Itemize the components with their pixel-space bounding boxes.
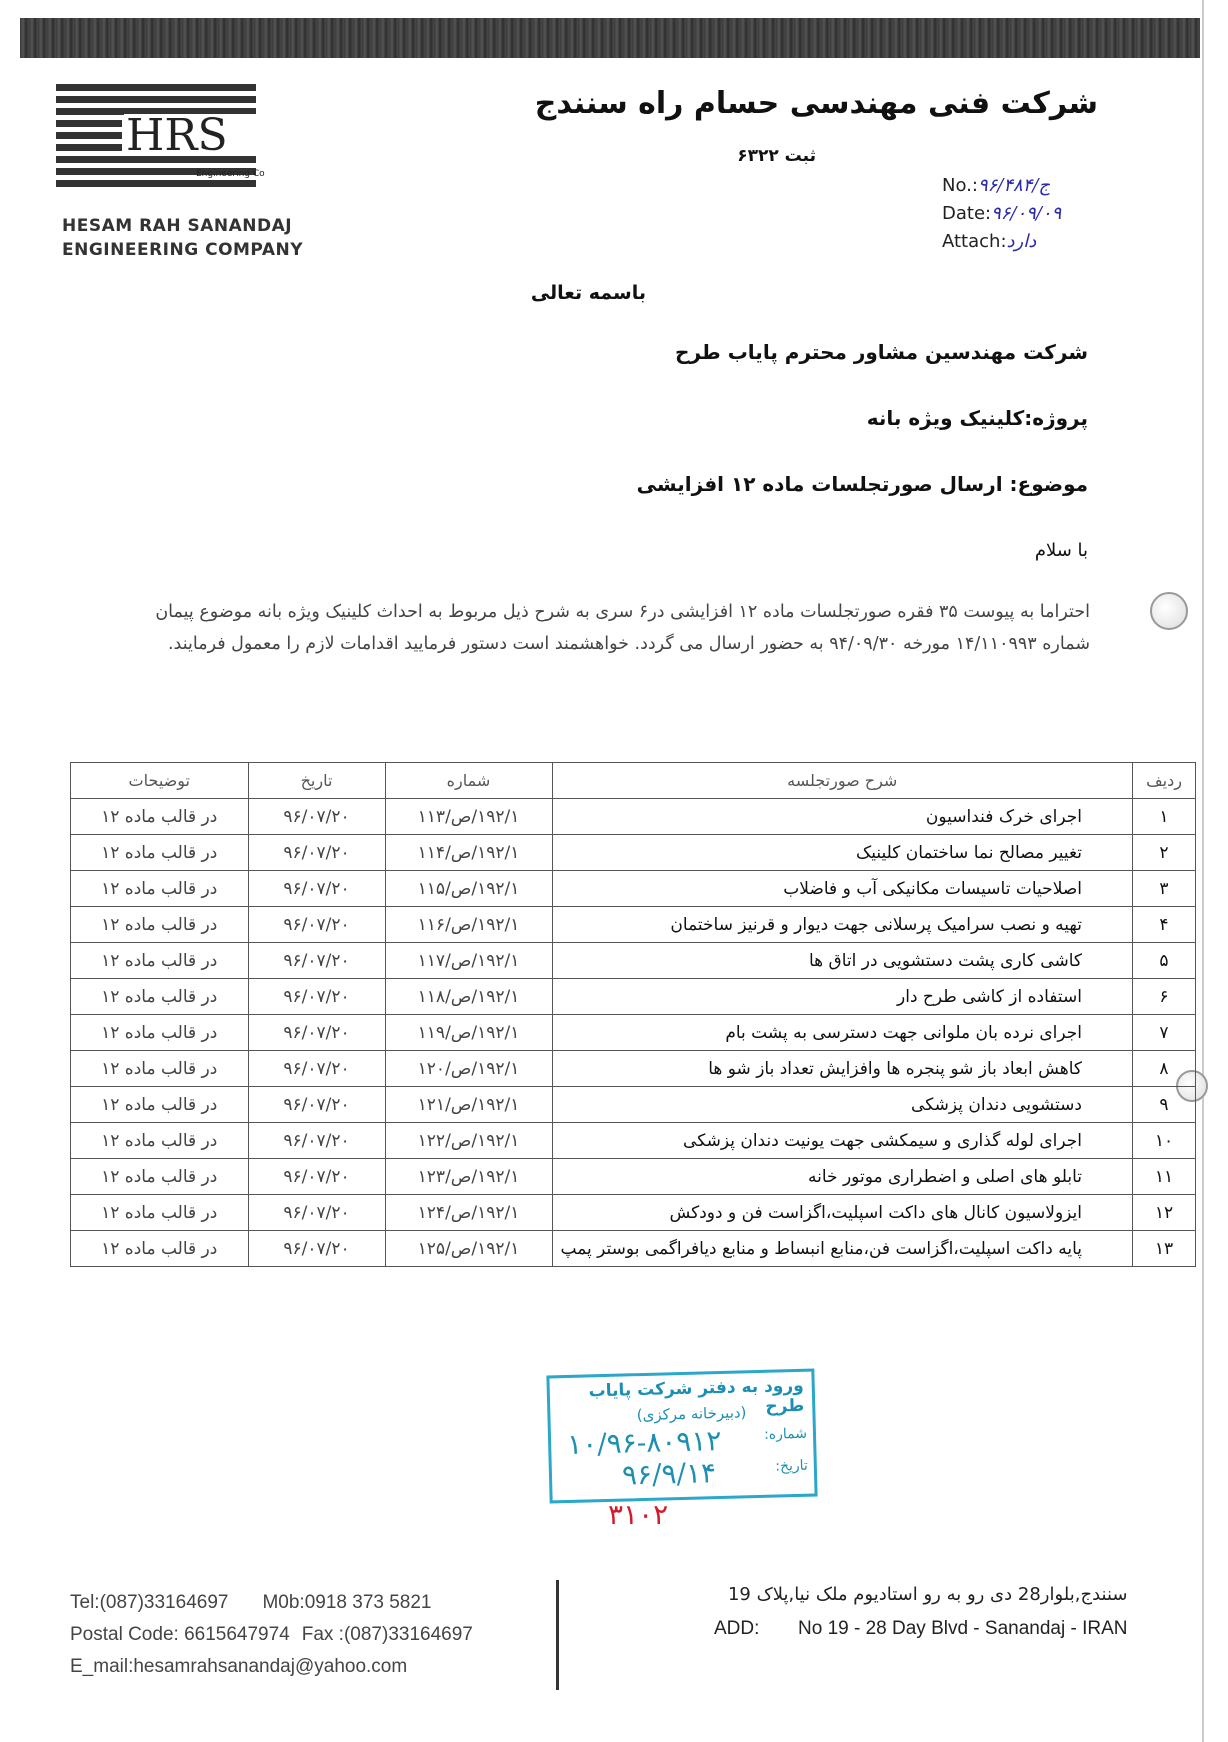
scan-edge-bar: [20, 18, 1200, 58]
row-number-ref: ۱۹۲/۱/ص/۱۱۳: [385, 799, 552, 835]
logo-letters: HRS: [126, 110, 228, 161]
row-description: اجرای لوله گذاری و سیمکشی جهت یونیت دندان پزشکی: [552, 1123, 1133, 1159]
row-number: ۳: [1133, 871, 1196, 907]
header-notes: توضیحات: [71, 763, 249, 799]
row-date: ۹۶/۰۷/۲۰: [248, 1087, 385, 1123]
row-number-ref: ۱۹۲/۱/ص/۱۲۰: [385, 1051, 552, 1087]
row-description: استفاده از کاشی طرح دار: [552, 979, 1133, 1015]
company-name-fa: شرکت فنی مهندسی حسام راه سنندج: [534, 86, 1098, 121]
row-date: ۹۶/۰۷/۲۰: [248, 943, 385, 979]
letter-date-label: Date:: [942, 203, 992, 224]
stamp-number-value: ۱۰/۹۶-۸۰۹۱۲: [566, 1423, 722, 1462]
row-note: در قالب ماده ۱۲: [71, 1195, 249, 1231]
row-description: اجرای نرده بان ملوانی جهت دسترسی به پشت بام: [552, 1015, 1133, 1051]
letter-attach-label: Attach:: [942, 231, 1007, 252]
footer-address-label: ADD:: [714, 1618, 760, 1639]
letter-date-value: ۹۶/۰۹/۰۹: [991, 203, 1062, 224]
letter-attach-value: دارد: [1006, 231, 1037, 252]
row-number: ۱۲: [1133, 1195, 1196, 1231]
row-number: ۱۱: [1133, 1159, 1196, 1195]
row-date: ۹۶/۰۷/۲۰: [248, 1123, 385, 1159]
row-date: ۹۶/۰۷/۲۰: [248, 1015, 385, 1051]
row-description: کاهش ابعاد باز شو پنجره ها وافزایش تعداد باز شو ها: [552, 1051, 1133, 1087]
table-row: [71, 1159, 1196, 1195]
row-date: ۹۶/۰۷/۲۰: [248, 835, 385, 871]
company-logo: [56, 84, 326, 264]
table-row: [71, 1087, 1196, 1123]
row-number-ref: ۱۹۲/۱/ص/۱۲۴: [385, 1195, 552, 1231]
letter-number-label: No.:: [942, 175, 978, 196]
company-name-en-line2: ENGINEERING COMPANY: [62, 240, 304, 260]
footer-address-en: No 19 - 28 Day Blvd - Sanandaj - IRAN: [798, 1618, 1128, 1639]
table-row: [71, 1195, 1196, 1231]
row-number-ref: ۱۹۲/۱/ص/۱۲۳: [385, 1159, 552, 1195]
row-note: در قالب ماده ۱۲: [71, 835, 249, 871]
footer-phone-row: [70, 1587, 473, 1619]
table-row: [71, 907, 1196, 943]
footer-contact: [70, 1587, 473, 1683]
row-description: تهیه و نصب سرامیک پرسلانی جهت دیوار و قرنیز ساختمان: [552, 907, 1133, 943]
table-header-row: [71, 763, 1196, 799]
row-note: در قالب ماده ۱۲: [71, 871, 249, 907]
table-body: [71, 799, 1196, 1267]
row-description: کاشی کاری پشت دستشویی در اتاق ها: [552, 943, 1133, 979]
company-name-en: [62, 214, 303, 262]
row-number: ۹: [1133, 1087, 1196, 1123]
row-number-ref: ۱۹۲/۱/ص/۱۲۲: [385, 1123, 552, 1159]
row-description: پایه داکت اسپلیت،اگزاست فن،منابع انبساط و منابع دیافراگمی بوستر پمپ: [552, 1231, 1133, 1267]
footer-address-fa: سنندج,بلوار28 دی رو به رو استادیوم ملک نیا,پلاک 19: [727, 1584, 1128, 1605]
stamp-number-label: شماره:: [763, 1425, 808, 1443]
row-number-ref: ۱۹۲/۱/ص/۱۱۸: [385, 979, 552, 1015]
row-date: ۹۶/۰۷/۲۰: [248, 1051, 385, 1087]
row-date: ۹۶/۰۷/۲۰: [248, 871, 385, 907]
row-number-ref: ۱۹۲/۱/ص/۱۲۱: [385, 1087, 552, 1123]
table-row: [71, 799, 1196, 835]
row-description: دستشویی دندان پزشکی: [552, 1087, 1133, 1123]
row-number: ۲: [1133, 835, 1196, 871]
row-note: در قالب ماده ۱۲: [71, 943, 249, 979]
row-note: در قالب ماده ۱۲: [71, 799, 249, 835]
footer-postal: Postal Code: 6615647974: [70, 1624, 290, 1645]
stamp-line2: (دبیرخانه مرکزی): [636, 1403, 747, 1425]
handwritten-red-note: ۳۱۰۲: [608, 1498, 669, 1531]
table-row: [71, 1051, 1196, 1087]
table-row: [71, 979, 1196, 1015]
receipt-stamp: [546, 1369, 817, 1504]
row-number: ۵: [1133, 943, 1196, 979]
logo-graphic: [56, 84, 326, 214]
footer-email: E_mail:hesamrahsanandaj@yahoo.com: [70, 1656, 408, 1677]
row-date: ۹۶/۰۷/۲۰: [248, 979, 385, 1015]
row-note: در قالب ماده ۱۲: [71, 1123, 249, 1159]
addressee: شرکت مهندسین مشاور محترم پایاب طرح: [675, 340, 1088, 364]
table-row: [71, 835, 1196, 871]
row-number: ۱۰: [1133, 1123, 1196, 1159]
row-date: ۹۶/۰۷/۲۰: [248, 799, 385, 835]
logo-tag: Engineering Co: [196, 169, 265, 179]
table-row: [71, 1123, 1196, 1159]
row-note: در قالب ماده ۱۲: [71, 1087, 249, 1123]
letter-meta: [942, 172, 1061, 256]
header-row-number: ردیف: [1133, 763, 1196, 799]
row-date: ۹۶/۰۷/۲۰: [248, 907, 385, 943]
subject-line: موضوع: ارسال صورتجلسات ماده ۱۲ افزایشی: [636, 472, 1088, 496]
row-number-ref: ۱۹۲/۱/ص/۱۱۴: [385, 835, 552, 871]
row-description: اصلاحیات تاسیسات مکانیکی آب و فاضلاب: [552, 871, 1133, 907]
row-number-ref: ۱۹۲/۱/ص/۱۱۷: [385, 943, 552, 979]
table-row: [71, 1015, 1196, 1051]
stamp-date-value: ۹۶/۹/۱۴: [621, 1456, 717, 1492]
row-description: تغییر مصالح نما ساختمان کلینیک: [552, 835, 1133, 871]
table-row: [71, 871, 1196, 907]
letter-body: احتراما به پیوست ۳۵ فقره صورتجلسات ماده ۱۲ افزایشی در۶ سری به شرح ذیل مربوط به احداث کلینیک ویژه بانه موضوع پیمان شماره ۱۴/۱۱۰۹۹۳ مورخه ۹۴/۰۹/۳۰ به حضور ارسال می گردد. خواهشمند است دستور فرمایید اقدامات لازم را معمول فرمایند.: [155, 602, 1090, 654]
row-number-ref: ۱۹۲/۱/ص/۱۲۵: [385, 1231, 552, 1267]
row-number-ref: ۱۹۲/۱/ص/۱۱۵: [385, 871, 552, 907]
company-name-en-line1: HESAM RAH SANANDAJ: [62, 216, 293, 236]
table-row: [71, 943, 1196, 979]
row-note: در قالب ماده ۱۲: [71, 1231, 249, 1267]
row-number-ref: ۱۹۲/۱/ص/۱۱۹: [385, 1015, 552, 1051]
row-note: در قالب ماده ۱۲: [71, 1015, 249, 1051]
row-note: در قالب ماده ۱۲: [71, 1159, 249, 1195]
row-description: تابلو های اصلی و اضطراری موتور خانه: [552, 1159, 1133, 1195]
footer-mobile: M0b:0918 373 5821: [262, 1592, 432, 1613]
footer-fax: Fax :(087)33164697: [301, 1624, 473, 1645]
row-note: در قالب ماده ۱۲: [71, 1051, 249, 1087]
header-date: تاریخ: [248, 763, 385, 799]
row-note: در قالب ماده ۱۲: [71, 979, 249, 1015]
row-number: ۴: [1133, 907, 1196, 943]
invocation: باسمه تعالی: [530, 282, 646, 304]
registration-number: ثبت ۶۳۲۲: [737, 146, 816, 166]
row-date: ۹۶/۰۷/۲۰: [248, 1231, 385, 1267]
row-description: اجرای خرک فنداسیون: [552, 799, 1133, 835]
footer-tel: Tel:(087)33164697: [70, 1592, 229, 1613]
items-table: [70, 762, 1196, 1267]
letter-date-row: [942, 200, 1061, 228]
row-description: ایزولاسیون کانال های داکت اسپلیت،اگزاست فن و دودکش: [552, 1195, 1133, 1231]
footer-divider: [556, 1580, 559, 1690]
footer-address: [714, 1578, 1128, 1646]
row-number: ۱۳: [1133, 1231, 1196, 1267]
row-number: ۶: [1133, 979, 1196, 1015]
greeting: با سلام: [1034, 540, 1088, 561]
project-line: پروژه:کلینیک ویژه بانه: [866, 406, 1088, 430]
stamp-date-label: تاریخ:: [775, 1457, 809, 1475]
footer-address-en-row: [714, 1612, 1128, 1646]
header-description: شرح صورتجلسه: [552, 763, 1133, 799]
row-number: ۷: [1133, 1015, 1196, 1051]
letter-attach-row: [942, 228, 1061, 256]
page-edge: [1202, 0, 1204, 1742]
row-note: در قالب ماده ۱۲: [71, 907, 249, 943]
row-number-ref: ۱۹۲/۱/ص/۱۱۶: [385, 907, 552, 943]
stamp-line1: ورود به دفتر شرکت پایاب طرح: [588, 1375, 805, 1417]
table-row: [71, 1231, 1196, 1267]
row-date: ۹۶/۰۷/۲۰: [248, 1159, 385, 1195]
row-number: ۱: [1133, 799, 1196, 835]
row-number: ۸: [1133, 1051, 1196, 1087]
punch-hole: [1150, 592, 1188, 630]
row-date: ۹۶/۰۷/۲۰: [248, 1195, 385, 1231]
footer-postal-row: [70, 1619, 473, 1651]
header-number: شماره: [385, 763, 552, 799]
letter-number-value: ۹۶/ج/۴۸۴: [977, 175, 1051, 196]
letter-number-row: [942, 172, 1061, 200]
